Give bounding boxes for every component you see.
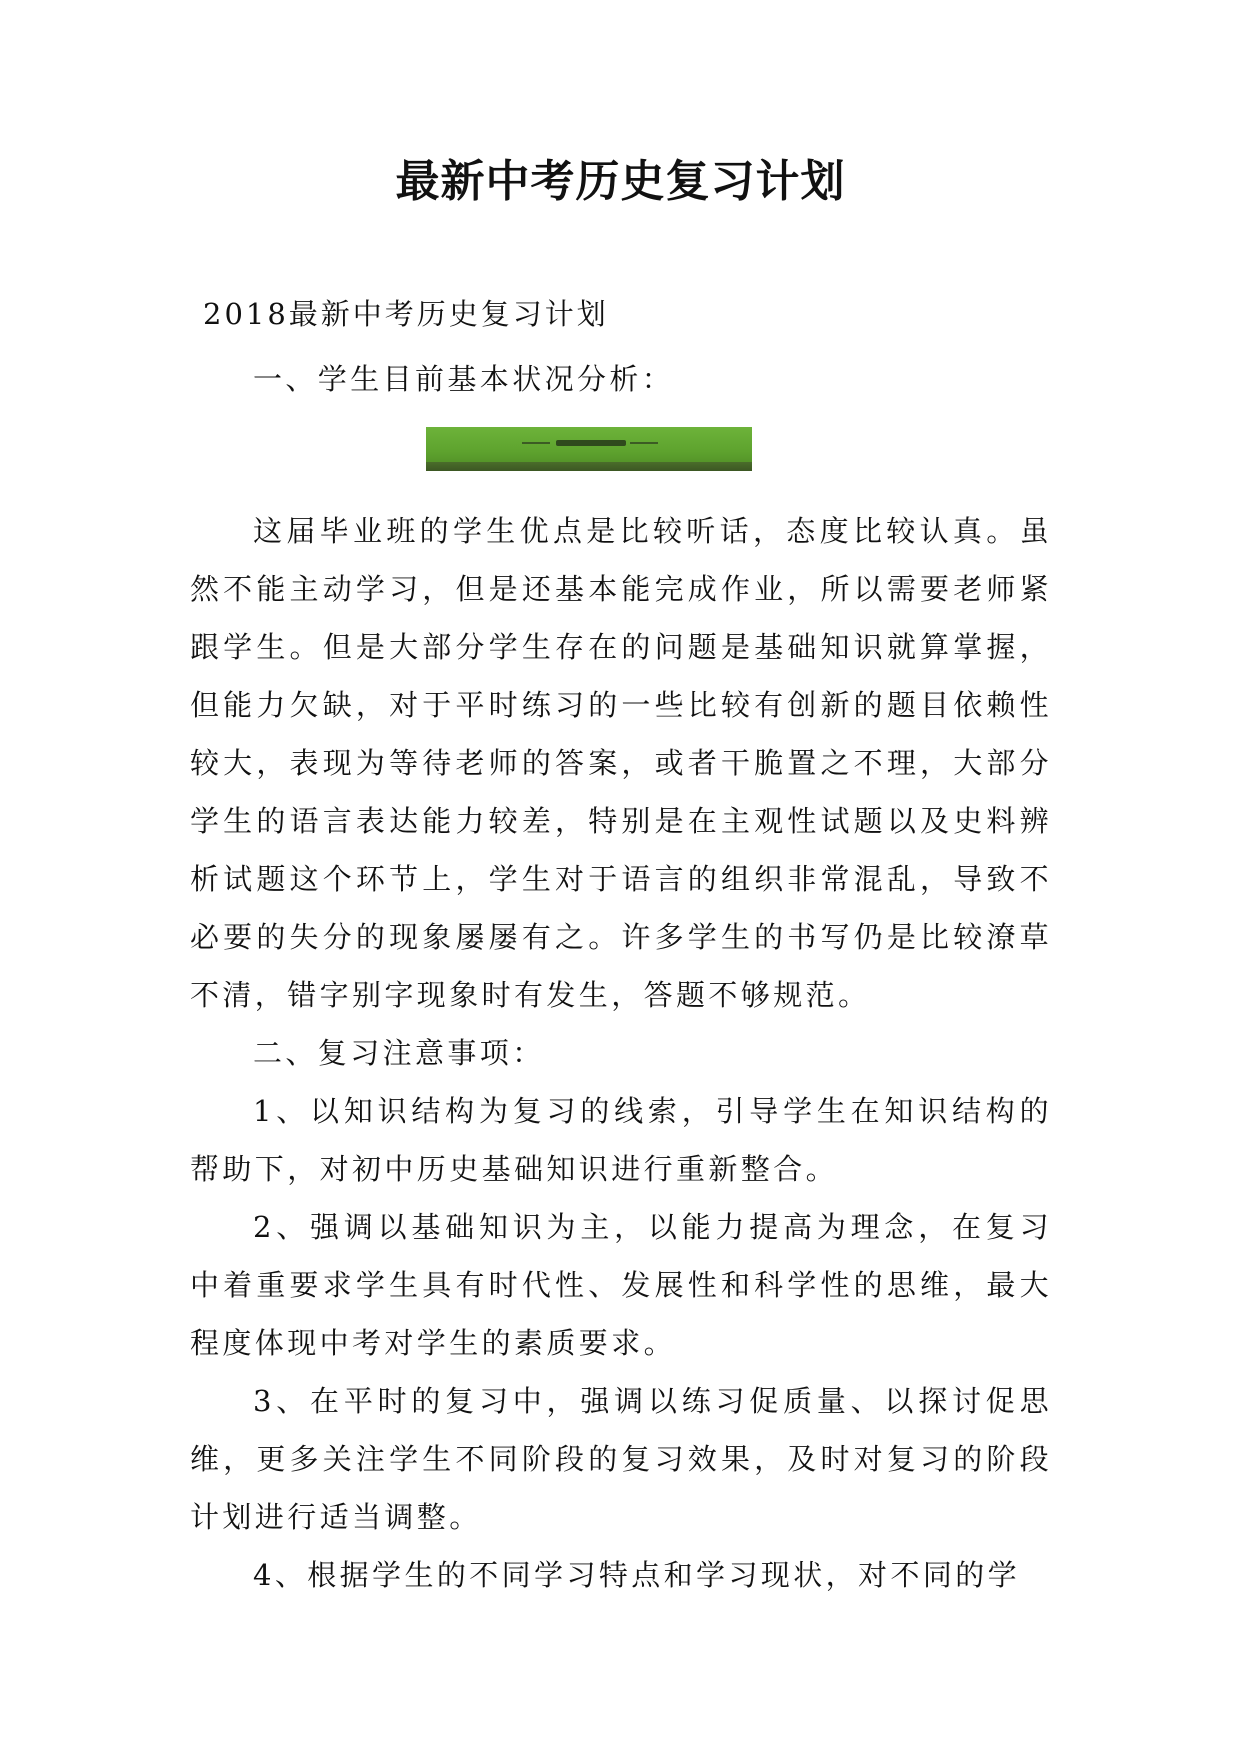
list-item-4: 4、根据学生的不同学习特点和学习现状，对不同的学 xyxy=(253,1558,1021,1592)
banner-ornament-left xyxy=(522,442,550,444)
document-body xyxy=(190,350,1052,1604)
section-heading-1: 一、学生目前基本状况分析： xyxy=(253,362,675,396)
banner-strip xyxy=(426,462,752,471)
list-item-2: 2、强调以基础知识为主，以能力提高为理念，在复习中着重要求学生具有时代性、发展性和科学性的思维，最大程度体现中考对学生的素质要求。 xyxy=(190,1210,1052,1360)
banner-image xyxy=(426,427,752,471)
section-heading-2: 二、复习注意事项： xyxy=(253,1036,545,1070)
banner-image-container xyxy=(190,408,1052,502)
document-subtitle: 2018最新中考历史复习计划 xyxy=(203,297,609,331)
banner-ornament-center xyxy=(556,440,626,446)
list-item-3: 3、在平时的复习中，强调以练习促质量、以探讨促思维，更多关注学生不同阶段的复习效果，及时对复习的阶段计划进行适当调整。 xyxy=(190,1384,1052,1534)
body-paragraph: 这届毕业班的学生优点是比较听话，态度比较认真。虽然不能主动学习，但是还基本能完成作业，所以需要老师紧跟学生。但是大部分学生存在的问题是基础知识就算掌握，但能力欠缺，对于平时练习的一些比较有创新的题目依赖性较大，表现为等待老师的答案，或者干脆置之不理，大部分学生的语言表达能力较差，特别是在主观性试题以及史料辨析试题这个环节上，学生对于语言的组织非常混乱，导致不必要的失分的现象屡屡有之。许多学生的书写仍是比较潦草不清，错字别字现象时有发生，答题不够规范。 xyxy=(190,514,1052,1012)
document-title: 最新中考历史复习计划 xyxy=(395,156,846,207)
banner-ornament-right xyxy=(630,442,658,444)
list-item-1: 1、以知识结构为复习的线索，引导学生在知识结构的帮助下，对初中历史基础知识进行重新整合。 xyxy=(190,1094,1052,1186)
